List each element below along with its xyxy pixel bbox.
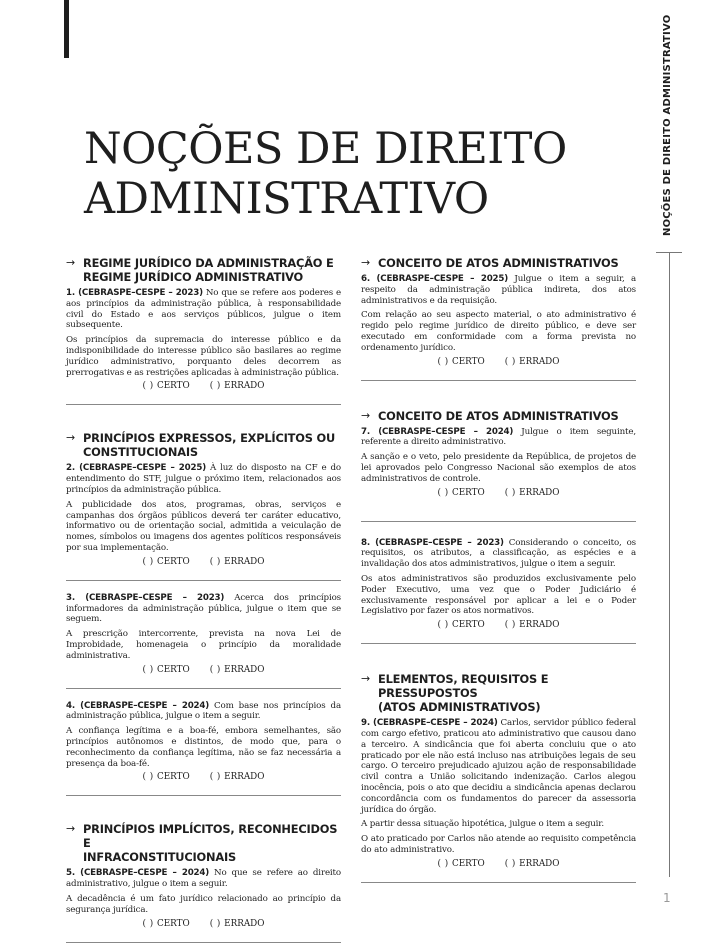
question-intro: Julgue o item a seguir, a respeito da administração pública indireta, dos atos administrativos e da requisição.: [361, 274, 636, 306]
question-2: [66, 463, 341, 580]
section-heading: [361, 672, 636, 714]
question-ref: 4. (CEBRASPE–CESPE – 2024): [66, 700, 209, 711]
option-errado[interactable]: ( ) ERRADO: [504, 858, 560, 869]
question-1: [66, 288, 341, 405]
question-5: [66, 868, 341, 942]
question-ref: 6. (CEBRASPE–CESPE – 2025): [361, 274, 509, 284]
section-heading: [66, 431, 341, 459]
page-title-line-1: NOÇÕES DE DIREITO: [84, 124, 567, 174]
section-title-line: PRINCÍPIOS IMPLÍCITOS, RECONHECIDOS E: [83, 822, 338, 851]
question-4: [66, 701, 341, 797]
section-title-line: CONCEITO DE ATOS ADMINISTRATIVOS: [378, 256, 619, 270]
question-statement: Os princípios da supremacia do interesse público e da indisponibilidade do interesse público são basilares ao regime jurídico administrativo, porquanto deles decorrem as prerrogativas e as restrições aplicadas à administração pública.: [66, 335, 341, 378]
question-intro: À luz do disposto na CF e do entendimento do STF, julgue o próximo item, relacionados aos princípios da administração pública.: [66, 463, 341, 495]
section-title-line: CONCEITO DE ATOS ADMINISTRATIVOS: [378, 408, 619, 423]
answer-options: [66, 919, 341, 930]
question-3: [66, 593, 341, 689]
answer-options: [361, 859, 636, 870]
question-statement: O ato praticado por Carlos não atende ao requisito competência do ato administrativo.: [361, 834, 636, 855]
option-errado[interactable]: ( ) ERRADO: [504, 620, 560, 631]
question-ref: 5. (CEBRASPE–CESPE – 2024): [66, 868, 209, 879]
question-7: [361, 427, 636, 522]
answer-options: [361, 620, 636, 631]
arrow-right-icon: →: [361, 672, 371, 686]
question-6: [361, 274, 636, 381]
option-certo[interactable]: ( ) CERTO: [437, 356, 485, 367]
arrow-right-icon: →: [66, 822, 76, 836]
option-errado[interactable]: ( ) ERRADO: [209, 772, 265, 783]
section-heading: [66, 256, 341, 284]
option-certo[interactable]: ( ) CERTO: [142, 664, 190, 675]
section-title-line: PRINCÍPIOS EXPRESSOS, EXPLÍCITOS OU: [83, 431, 336, 446]
option-certo[interactable]: ( ) CERTO: [437, 858, 485, 869]
question-ref: 7. (CEBRASPE–CESPE – 2024): [361, 426, 514, 437]
question-8: [361, 538, 636, 645]
answer-options: [66, 381, 341, 392]
question-ref: 1. (CEBRASPE–CESPE – 2023): [66, 288, 203, 298]
question-intro-2: A partir dessa situação hipotética, julgue o item a seguir.: [361, 819, 604, 830]
section-title-line: CONSTITUCIONAIS: [83, 445, 198, 460]
option-errado[interactable]: ( ) ERRADO: [209, 918, 265, 929]
option-certo[interactable]: ( ) CERTO: [142, 772, 190, 783]
option-errado[interactable]: ( ) ERRADO: [209, 556, 265, 567]
section-heading: [66, 822, 341, 864]
right-column: [361, 256, 636, 883]
answer-options: [66, 665, 341, 676]
question-intro: No que se refere ao direito administrativo, julgue o item a seguir.: [66, 868, 341, 890]
option-certo[interactable]: ( ) CERTO: [437, 620, 485, 631]
question-ref: 2. (CEBRASPE–CESPE – 2025): [66, 463, 206, 474]
section-heading: [361, 409, 636, 423]
option-errado[interactable]: ( ) ERRADO: [209, 381, 265, 392]
question-intro: No que se refere aos poderes e aos princípios da administração pública, à responsabilidade civil do Estado e aos serviços públicos, julgue o item subsequente.: [66, 288, 341, 331]
section-heading: [361, 256, 636, 270]
option-errado[interactable]: ( ) ERRADO: [504, 487, 560, 498]
question-ref: 3. (CEBRASPE–CESPE – 2023): [66, 592, 225, 603]
section-title-line: INFRACONSTITUCIONAIS: [83, 850, 237, 865]
section-title-line: (ATOS ADMINISTRATIVOS): [378, 700, 541, 715]
question-intro: Acerca dos princípios informadores da administração pública, julgue o item que se seguem.: [66, 592, 341, 625]
left-column: [66, 256, 341, 943]
section-title-line: REGIME JURÍDICO ADMINISTRATIVO: [83, 270, 304, 284]
answer-options: [66, 772, 341, 783]
option-errado[interactable]: ( ) ERRADO: [504, 356, 560, 367]
question-intro: Com base nos princípios da administração pública, julgue o item a seguir.: [66, 700, 341, 722]
question-statement: A publicidade dos atos, programas, obras, serviços e campanhas dos órgãos públicos deverá ter caráter educativo, informativo ou de orientação social, admitida a veiculação de nomes, símbolos ou imagens dos agentes políticos responsáveis por sua implementação.: [66, 499, 341, 553]
question-statement: Os atos administrativos são produzidos exclusivamente pelo Poder Executivo, uma vez que o Poder Judiciário é exclusivamente responsável por aplicar a lei e o Poder Legislativo por fazer os atos normativos.: [361, 573, 636, 617]
question-intro: Carlos, servidor público federal com cargo efetivo, praticou ato administrativo que causou dano a terceiro. A sindicância que foi aberta concluiu que o ato praticado por ele não está incluso nas atribuições legais de seu cargo. O terceiro prejudicado ajuizou ação de responsabilidade civil contra a União solicitando indenização. Carlos alegou inocência, pois o ato que decidiu a sindicância apenas declarou concordância com os fundamentos do parecer da assessoria jurídica do órgão.: [361, 718, 636, 815]
question-statement: Com relação ao seu aspecto material, o ato administrativo é regido pelo regime jurídico de direito público, e deve ser executado em conformidade com a forma prevista no ordenamento jurídico.: [361, 310, 636, 353]
question-statement: A decadência é um fato jurídico relacionado ao princípio da segurança jurídica.: [66, 893, 341, 915]
side-section-label: NOÇÕES DE DIREITO ADMINISTRATIVO: [662, 14, 673, 236]
question-9: [361, 718, 636, 883]
arrow-right-icon: →: [361, 408, 371, 422]
question-intro: Considerando o conceito, os requisitos, os atributos, a classificação, as espécies e a invalidação dos atos administrativos, julgue o item a seguir.: [361, 537, 636, 570]
question-ref: 9. (CEBRASPE–CESPE – 2024): [361, 718, 498, 729]
top-accent-bar: [64, 0, 69, 58]
option-certo[interactable]: ( ) CERTO: [142, 918, 190, 929]
answer-options: [66, 557, 341, 568]
arrow-right-icon: →: [361, 256, 371, 269]
question-statement: A sanção e o veto, pelo presidente da República, de projetos de lei aprovados pelo Congresso Nacional são exemplos de atos administrativos de controle.: [361, 452, 636, 484]
arrow-right-icon: →: [66, 431, 76, 445]
option-errado[interactable]: ( ) ERRADO: [209, 664, 265, 675]
question-statement: A confiança legítima e a boa-fé, embora semelhantes, são princípios autônomos e distintos, de modo que, para o reconhecimento da confiança legítima, não se faz necessária a presença da boa-fé.: [66, 726, 341, 769]
answer-options: [361, 488, 636, 499]
question-intro: Julgue o item seguinte, referente a direito administrativo.: [361, 426, 636, 448]
answer-options: [361, 357, 636, 368]
page-title-line-2: ADMINISTRATIVO: [84, 174, 489, 224]
option-certo[interactable]: ( ) CERTO: [142, 381, 190, 392]
page-title: [84, 124, 567, 224]
arrow-right-icon: →: [66, 256, 76, 269]
option-certo[interactable]: ( ) CERTO: [142, 556, 190, 567]
section-title-line: REGIME JURÍDICO DA ADMINISTRAÇÃO E: [83, 256, 334, 270]
side-rule-tick: [656, 252, 682, 253]
page-number: 1: [663, 891, 671, 905]
side-rule: [669, 252, 670, 877]
question-ref: 8. (CEBRASPE–CESPE – 2023): [361, 537, 504, 548]
option-certo[interactable]: ( ) CERTO: [437, 487, 485, 498]
question-statement: A prescrição intercorrente, prevista na nova Lei de Improbidade, homenageia o princípio da moralidade administrativa.: [66, 629, 341, 661]
section-title-line: ELEMENTOS, REQUISITOS E PRESSUPOSTOS: [378, 672, 549, 701]
